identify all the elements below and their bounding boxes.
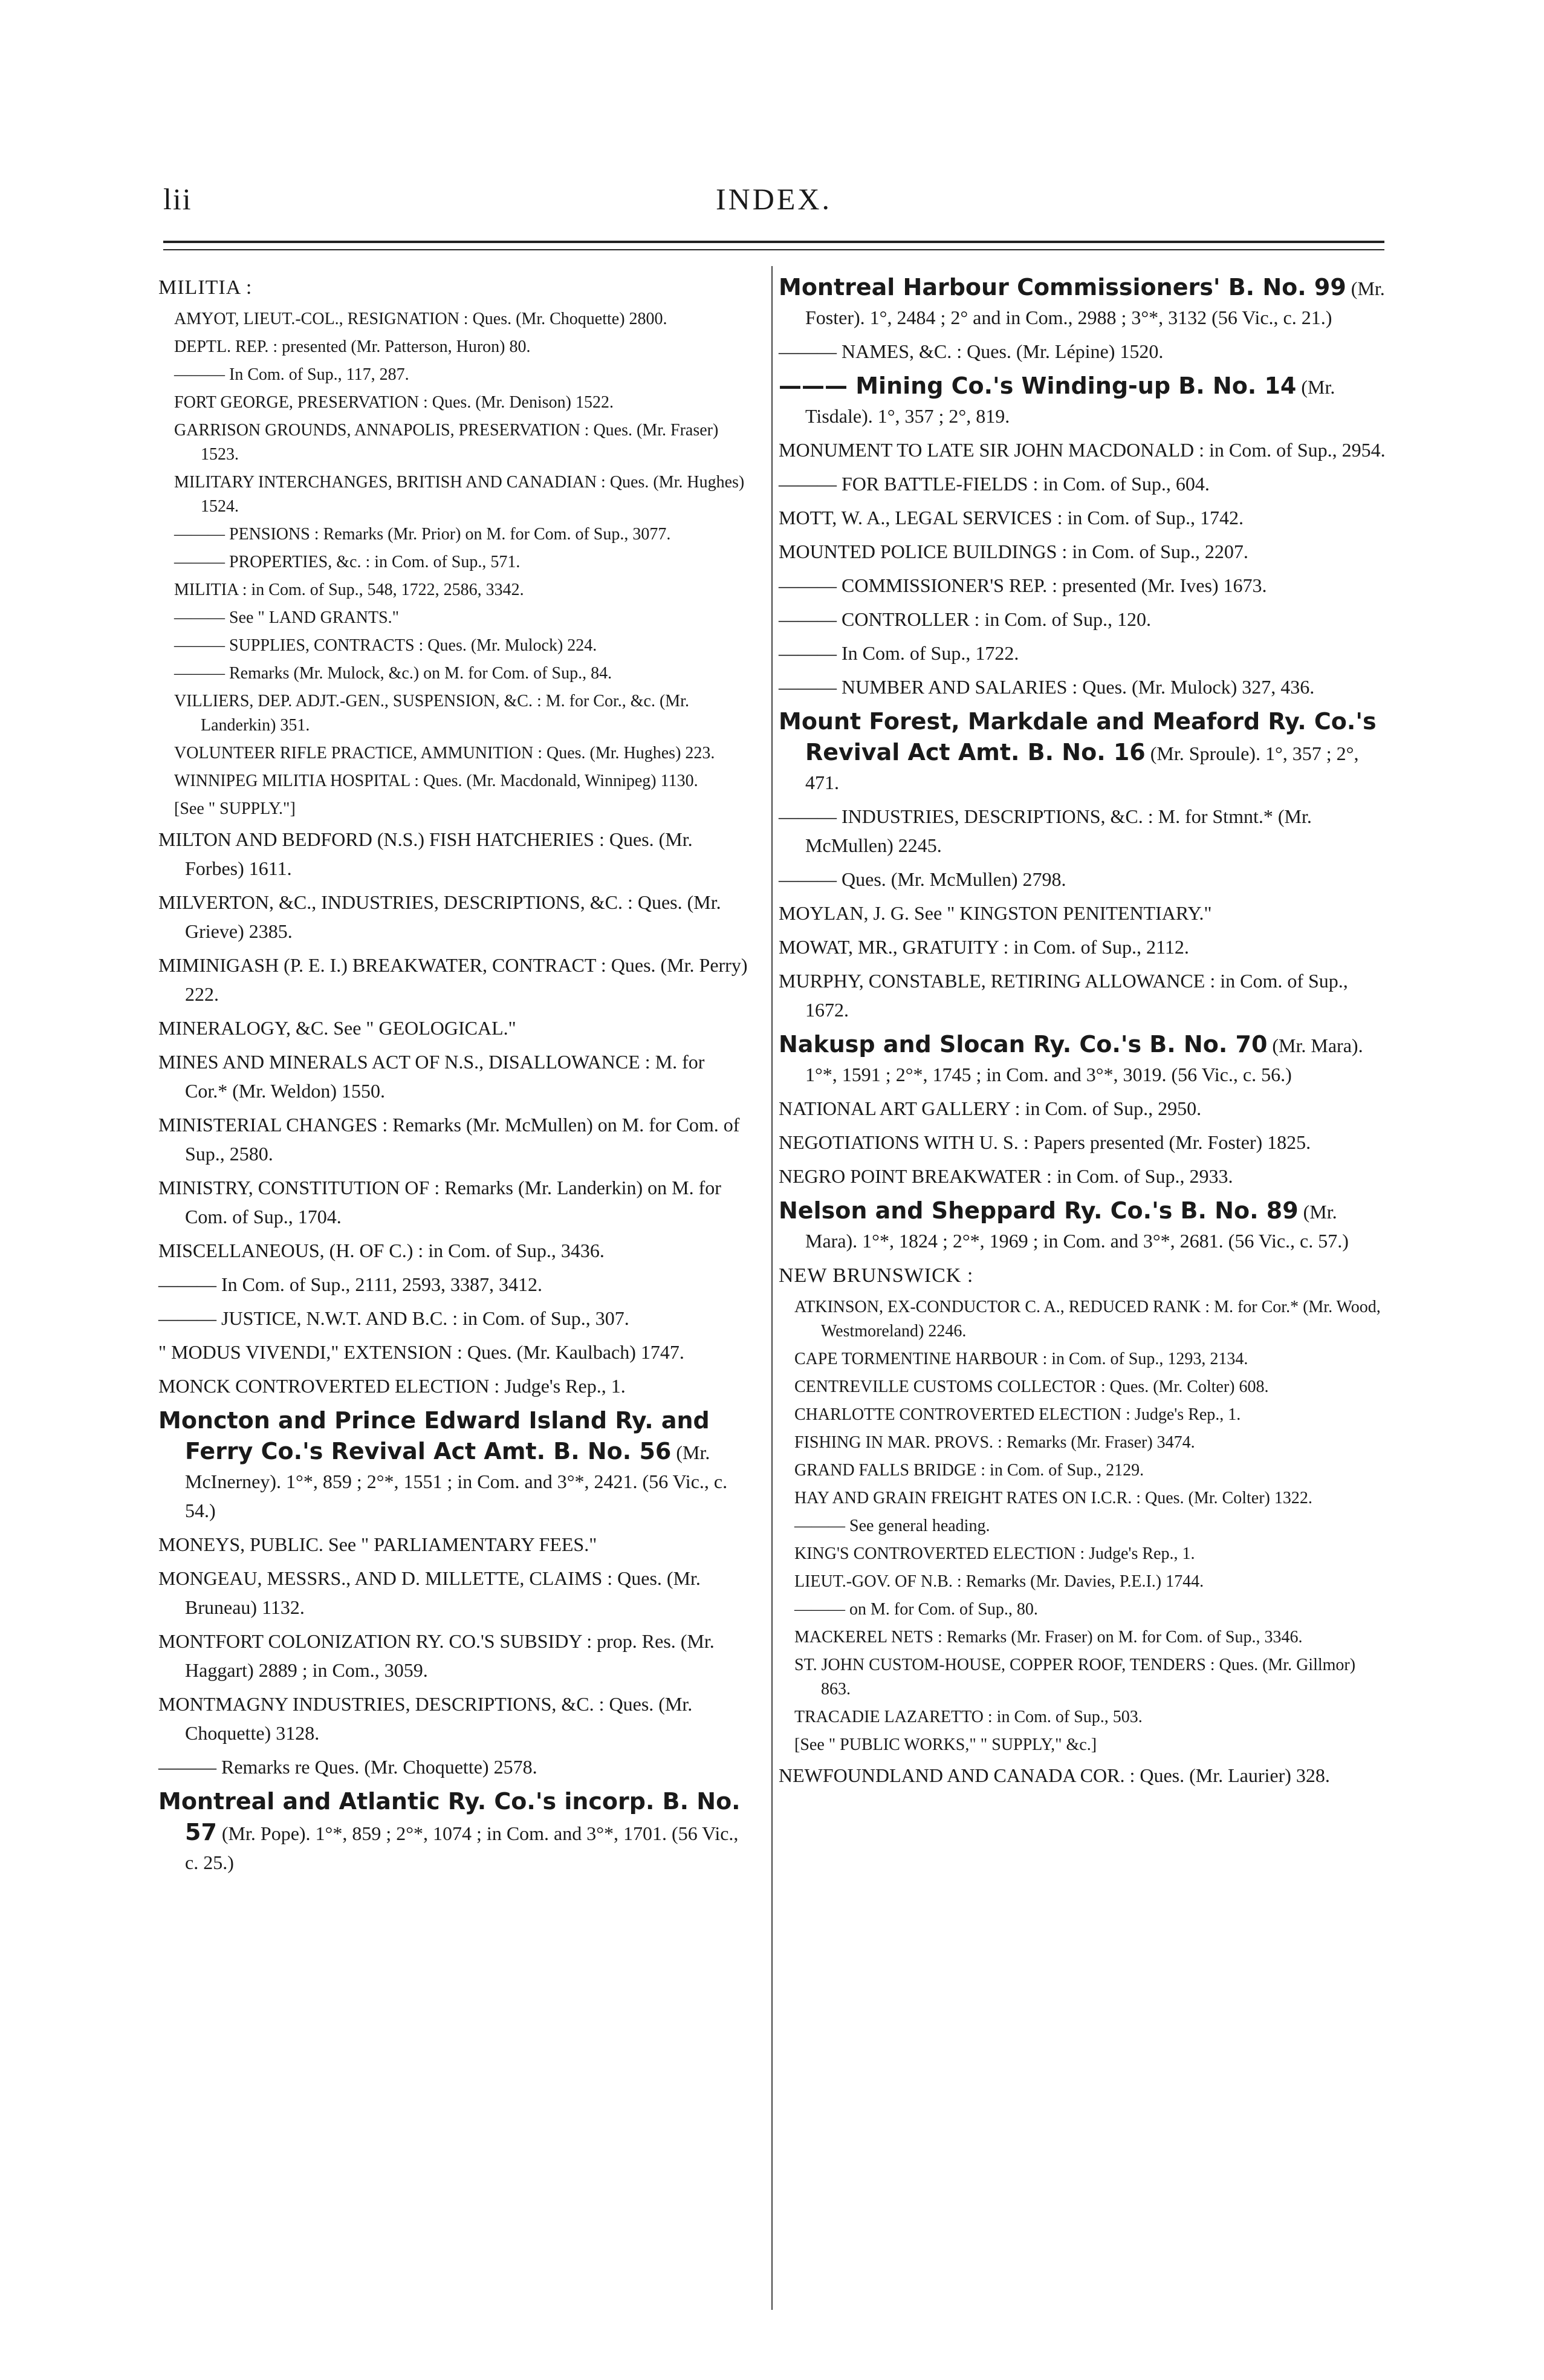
index-subentry: KING'S CONTROVERTED ELECTION : Judge's Rep., 1. [794, 1544, 1195, 1563]
page-number: lii [163, 182, 192, 216]
index-subentry: ——— Remarks (Mr. Mulock, &c.) on M. for Com. of Sup., 84. [174, 664, 612, 683]
bill-title: Mount Forest, Markdale and Meaford Ry. Co.'s Revival Act Amt. B. No. 16 [779, 708, 1377, 766]
index-bill-entry [779, 1195, 1389, 1255]
bill-title: Montreal Harbour Commissioners' B. No. 99 [779, 274, 1346, 301]
index-bill-entry [158, 1405, 748, 1525]
index-subentry: WINNIPEG MILITIA HOSPITAL : Ques. (Mr. Macdonald, Winnipeg) 1130. [174, 772, 698, 790]
index-entry: ——— In Com. of Sup., 1722. [779, 642, 1019, 664]
index-subentry: LIEUT.-GOV. OF N.B. : Remarks (Mr. Davies, P.E.I.) 1744. [794, 1572, 1204, 1591]
index-entry: MOWAT, MR., GRATUITY : in Com. of Sup., 2112. [779, 936, 1189, 958]
index-entry: MONTFORT COLONIZATION RY. CO.'S SUBSIDY : prop. Res. (Mr. Haggart) 2889 ; in Com., 3059. [158, 1630, 715, 1681]
index-subentry: ——— on M. for Com. of Sup., 80. [794, 1600, 1038, 1619]
index-entry: ——— JUSTICE, N.W.T. AND B.C. : in Com. of Sup., 307. [158, 1307, 629, 1329]
index-entry: MONTMAGNY INDUSTRIES, DESCRIPTIONS, &C. : Ques. (Mr. Choquette) 3128. [158, 1693, 693, 1744]
index-entry: MINERALOGY, &C. See " GEOLOGICAL." [158, 1017, 516, 1039]
index-subentry: ATKINSON, EX-CONDUCTOR C. A., REDUCED RANK : M. for Cor.* (Mr. Wood, Westmoreland) 2246. [794, 1298, 1381, 1341]
index-subentry: AMYOT, LIEUT.-COL., RESIGNATION : Ques. (Mr. Choquette) 2800. [174, 310, 667, 328]
header-rule [163, 241, 1384, 243]
index-entry: MINISTRY, CONSTITUTION OF : Remarks (Mr. Landerkin) on M. for Com. of Sup., 1704. [158, 1177, 721, 1227]
index-subentry: DEPTL. REP. : presented (Mr. Patterson, Huron) 80. [174, 337, 531, 356]
index-subentry: MILITIA : in Com. of Sup., 548, 1722, 2586, 3342. [174, 580, 524, 599]
column-divider [771, 266, 773, 2310]
index-entry: ——— FOR BATTLE-FIELDS : in Com. of Sup., 604. [779, 473, 1210, 495]
index-subentry: TRACADIE LAZARETTO : in Com. of Sup., 503. [794, 1708, 1143, 1726]
bill-title: Nakusp and Slocan Ry. Co.'s B. No. 70 [779, 1031, 1268, 1058]
index-subentry: CAPE TORMENTINE HARBOUR : in Com. of Sup., 1293, 2134. [794, 1350, 1248, 1368]
header-rule-thin [163, 249, 1384, 250]
index-subentry: ——— See general heading. [794, 1517, 990, 1535]
index-entry: ——— NUMBER AND SALARIES : Ques. (Mr. Mulock) 327, 436. [779, 676, 1315, 698]
index-heading: MILITIA : [158, 276, 253, 299]
index-subentry: ——— SUPPLIES, CONTRACTS : Ques. (Mr. Mulock) 224. [174, 636, 597, 655]
index-subentry: CENTREVILLE CUSTOMS COLLECTOR : Ques. (Mr. Colter) 608. [794, 1377, 1269, 1396]
index-bill-entry [779, 1029, 1389, 1089]
index-entry: MOYLAN, J. G. See " KINGSTON PENITENTIARY." [779, 902, 1212, 924]
index-subentry: MILITARY INTERCHANGES, BRITISH AND CANADIAN : Ques. (Mr. Hughes) 1524. [174, 473, 745, 516]
bill-details: (Mr. Tisdale). 1°, 357 ; 2°, 819. [805, 376, 1335, 427]
page-title: INDEX. [715, 182, 832, 216]
page-header [163, 181, 1384, 230]
index-bill-entry [779, 371, 1389, 431]
bill-details: (Mr. Pope). 1°*, 859 ; 2°*, 1074 ; in Com. and 3°*, 1701. (56 Vic., c. 25.) [185, 1822, 739, 1873]
index-entry: MILVERTON, &C., INDUSTRIES, DESCRIPTIONS, &C. : Ques. (Mr. Grieve) 2385. [158, 891, 721, 942]
index-entry: MILTON AND BEDFORD (N.S.) FISH HATCHERIES : Ques. (Mr. Forbes) 1611. [158, 828, 693, 879]
bill-title: Montreal and Atlantic Ry. Co.'s incorp. B. No. 57 [158, 1788, 741, 1845]
index-entry: MONEYS, PUBLIC. See " PARLIAMENTARY FEES." [158, 1533, 597, 1555]
index-bill-entry [779, 706, 1389, 797]
bill-details: (Mr. McInerney). 1°*, 859 ; 2°*, 1551 ; in Com. and 3°*, 2421. (56 Vic., c. 54.) [185, 1442, 728, 1521]
index-subentry: ——— PENSIONS : Remarks (Mr. Prior) on M. for Com. of Sup., 3077. [174, 525, 671, 544]
bill-details: (Mr. Mara). 1°*, 1591 ; 2°*, 1745 ; in Com. and 3°*, 3019. (56 Vic., c. 56.) [805, 1035, 1363, 1085]
bill-title: Moncton and Prince Edward Island Ry. and Ferry Co.'s Revival Act Amt. B. No. 56 [158, 1407, 710, 1465]
index-entry: NEGRO POINT BREAKWATER : in Com. of Sup., 2933. [779, 1165, 1233, 1187]
index-entry: ——— NAMES, &C. : Ques. (Mr. Lépine) 1520. [779, 340, 1164, 362]
index-entry: ——— In Com. of Sup., 2111, 2593, 3387, 3412. [158, 1273, 542, 1295]
index-subentry: FISHING IN MAR. PROVS. : Remarks (Mr. Fraser) 3474. [794, 1433, 1195, 1452]
index-heading: NEW BRUNSWICK : [779, 1264, 974, 1287]
index-entry: ——— Ques. (Mr. McMullen) 2798. [779, 868, 1066, 890]
index-entry: MURPHY, CONSTABLE, RETIRING ALLOWANCE : in Com. of Sup., 1672. [779, 970, 1348, 1021]
index-subentry: ——— See " LAND GRANTS." [174, 608, 400, 627]
index-subentry: GARRISON GROUNDS, ANNAPOLIS, PRESERVATION : Ques. (Mr. Fraser) 1523. [174, 421, 719, 464]
index-subentry: ——— In Com. of Sup., 117, 287. [174, 365, 409, 384]
index-subentry: VOLUNTEER RIFLE PRACTICE, AMMUNITION : Ques. (Mr. Hughes) 223. [174, 744, 715, 762]
index-subentry: [See " PUBLIC WORKS," " SUPPLY," &c.] [794, 1735, 1097, 1754]
index-entry: " MODUS VIVENDI," EXTENSION : Ques. (Mr. Kaulbach) 1747. [158, 1341, 684, 1363]
index-entry: MONGEAU, MESSRS., AND D. MILLETTE, CLAIMS : Ques. (Mr. Bruneau) 1132. [158, 1567, 701, 1618]
index-subentry: FORT GEORGE, PRESERVATION : Ques. (Mr. Denison) 1522. [174, 393, 614, 412]
index-entry: MIMINIGASH (P. E. I.) BREAKWATER, CONTRACT : Ques. (Mr. Perry) 222. [158, 954, 748, 1005]
bill-details: (Mr. Foster). 1°, 2484 ; 2° and in Com., 2988 ; 3°*, 3132 (56 Vic., c. 21.) [805, 278, 1385, 328]
index-entry: MINISTERIAL CHANGES : Remarks (Mr. McMullen) on M. for Com. of Sup., 2580. [158, 1114, 740, 1165]
index-entry: MOTT, W. A., LEGAL SERVICES : in Com. of Sup., 1742. [779, 507, 1244, 528]
index-entry: NEGOTIATIONS WITH U. S. : Papers presented (Mr. Foster) 1825. [779, 1131, 1311, 1153]
bill-details: (Mr. Mara). 1°*, 1824 ; 2°*, 1969 ; in Com. and 3°*, 2681. (56 Vic., c. 57.) [805, 1201, 1349, 1252]
index-subentry: HAY AND GRAIN FREIGHT RATES ON I.C.R. : Ques. (Mr. Colter) 1322. [794, 1489, 1312, 1507]
index-subentry: GRAND FALLS BRIDGE : in Com. of Sup., 2129. [794, 1461, 1144, 1480]
bill-details: (Mr. Sproule). 1°, 357 ; 2°, 471. [805, 743, 1359, 793]
index-subentry: CHARLOTTE CONTROVERTED ELECTION : Judge's Rep., 1. [794, 1405, 1241, 1424]
index-entry: ——— INDUSTRIES, DESCRIPTIONS, &C. : M. for Stmnt.* (Mr. McMullen) 2245. [779, 805, 1312, 856]
index-subentry: ——— PROPERTIES, &c. : in Com. of Sup., 571. [174, 553, 521, 571]
index-entry: MOUNTED POLICE BUILDINGS : in Com. of Sup., 2207. [779, 541, 1248, 562]
bill-title: Nelson and Sheppard Ry. Co.'s B. No. 89 [779, 1197, 1299, 1224]
index-entry: NATIONAL ART GALLERY : in Com. of Sup., 2950. [779, 1097, 1202, 1119]
index-entry: MONUMENT TO LATE SIR JOHN MACDONALD : in Com. of Sup., 2954. [779, 439, 1386, 461]
index-entry: ——— Remarks re Ques. (Mr. Choquette) 2578. [158, 1756, 537, 1778]
index-entry: MISCELLANEOUS, (H. OF C.) : in Com. of Sup., 3436. [158, 1240, 605, 1261]
index-subentry: ST. JOHN CUSTOM-HOUSE, COPPER ROOF, TENDERS : Ques. (Mr. Gillmor) 863. [794, 1656, 1356, 1699]
index-bill-entry [779, 272, 1389, 332]
index-entry: MONCK CONTROVERTED ELECTION : Judge's Rep., 1. [158, 1375, 626, 1397]
left-column [158, 272, 748, 1882]
index-subentry: VILLIERS, DEP. ADJT.-GEN., SUSPENSION, &C. : M. for Cor., &c. (Mr. Landerkin) 351. [174, 692, 689, 735]
index-subentry: [See " SUPPLY."] [174, 799, 296, 818]
index-entry: MINES AND MINERALS ACT OF N.S., DISALLOWANCE : M. for Cor.* (Mr. Weldon) 1550. [158, 1051, 705, 1102]
index-entry: ——— CONTROLLER : in Com. of Sup., 120. [779, 608, 1152, 630]
index-entry: NEWFOUNDLAND AND CANADA COR. : Ques. (Mr. Laurier) 328. [779, 1764, 1330, 1786]
index-subentry: MACKEREL NETS : Remarks (Mr. Fraser) on M. for Com. of Sup., 3346. [794, 1628, 1303, 1647]
index-bill-entry [158, 1786, 748, 1877]
bill-title: ——— Mining Co.'s Winding-up B. No. 14 [779, 372, 1297, 399]
right-column [779, 272, 1389, 1795]
index-entry: ——— COMMISSIONER'S REP. : presented (Mr. Ives) 1673. [779, 574, 1267, 596]
